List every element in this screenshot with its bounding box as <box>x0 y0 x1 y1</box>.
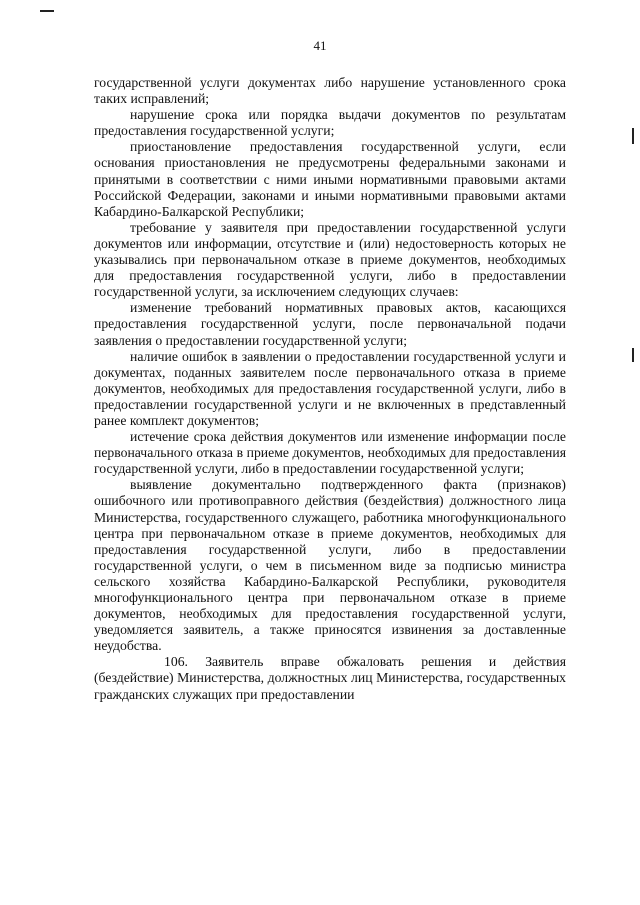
paragraph: требование у заявителя при предоставлении государственной услуги документов или информации, отсутствие и (или) недостоверность которых не указывались при первоначальном отказе в приеме документов, необходимых для предоставления государственной услуги, либо в предоставлении государственной услуги, за исключением следующих случаев: <box>94 219 566 300</box>
paragraph-106: 106. Заявитель вправе обжаловать решения и действия (бездействие) Министерства, должностных лиц Министерства, государственных гражданских служащих при предоставлении <box>94 654 566 702</box>
document-body <box>94 75 566 703</box>
paragraph: государственной услуги документах либо нарушение установленного срока таких исправлений; <box>94 75 566 107</box>
paragraph: истечение срока действия документов или изменение информации после первоначального отказа в приеме документов, необходимых для предоставления государственной услуги, либо в предоставлении государственной услуги; <box>94 429 566 477</box>
paragraph: нарушение срока или порядка выдачи документов по результатам предоставления государственной услуги; <box>94 107 566 139</box>
paragraph: выявление документально подтвержденного факта (признаков) ошибочного или противоправного действия (бездействия) должностного лица Министерства, государственного служащего, работника многофункционального центра при первоначальном отказе в приеме документов, необходимых для предоставления государственной услуги, либо в предоставлении государственной услуги, о чем в письменном виде за подписью министра сельского хозяйства Кабардино-Балкарской Республики, руководителя многофункционального центра при первоначальном отказе в приеме документов, необходимых для предоставления государственной услуги, уведомляется заявитель, а также приносятся извинения за доставленные неудобства. <box>94 477 566 654</box>
page-number: 41 <box>313 38 327 53</box>
scan-mark <box>40 10 54 12</box>
scan-mark <box>632 348 634 362</box>
paragraph: изменение требований нормативных правовых актов, касающихся предоставления государственной услуги, после первоначальной подачи заявления о предоставлении государственной услуги; <box>94 300 566 348</box>
paragraph: наличие ошибок в заявлении о предоставлении государственной услуги и документах, поданных заявителем после первоначального отказа в приеме документов, необходимых для предоставления государственной услуги, либо в предоставлении государственной услуги и не включенных в представленный ранее комплект документов; <box>94 348 566 428</box>
paragraph: приостановление предоставления государственной услуги, если основания приостановления не предусмотрены федеральными законами и принятыми в соответствии с ними иными нормативными правовыми актами Российской Федерации, законами и иными нормативными правовыми актами Кабардино-Балкарской Республики; <box>94 139 566 219</box>
scan-mark <box>632 128 634 144</box>
